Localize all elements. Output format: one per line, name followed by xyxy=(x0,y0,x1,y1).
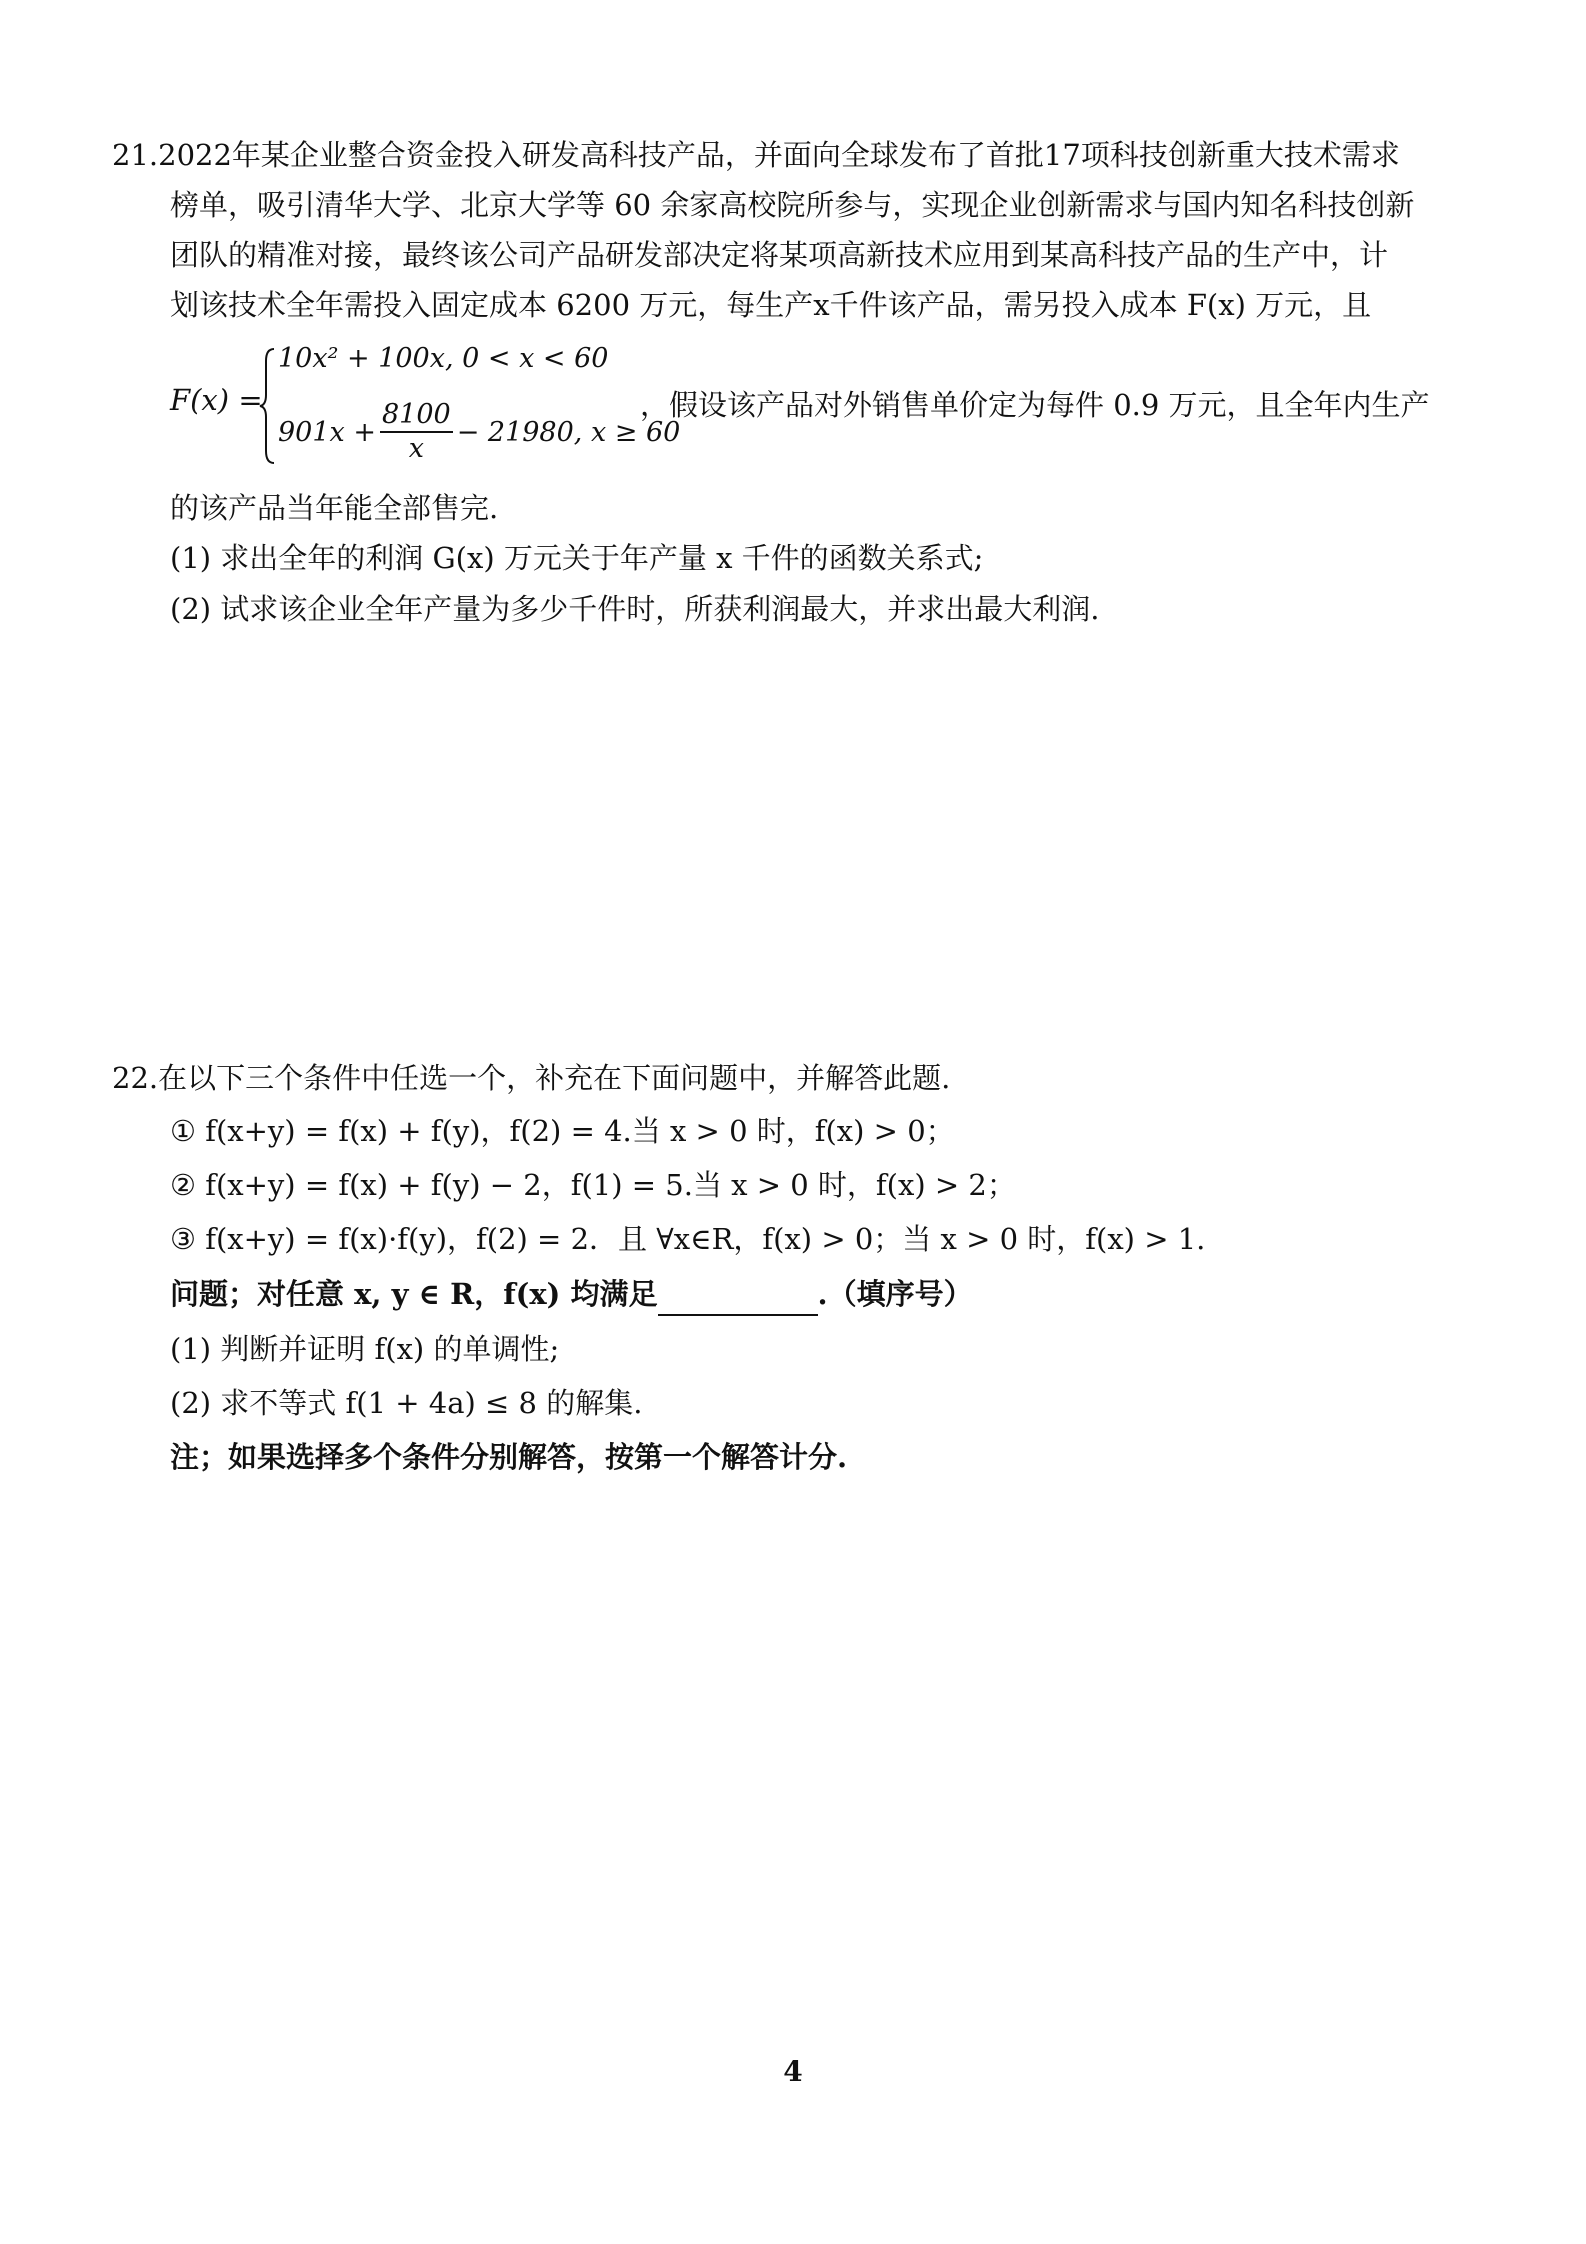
case2-before: 901x + xyxy=(278,416,376,448)
q21-line1 xyxy=(112,133,1412,177)
q22-number: 22. xyxy=(112,1061,159,1095)
q21-line3: 团队的精准对接，最终该公司产品研发部决定将某项高新技术应用到某高科技产品的生产中，计 xyxy=(170,238,1389,272)
q22-question-suffix: .（填序号） xyxy=(817,1277,973,1311)
q22-condition-1: ① f(x+y) = f(x) + f(y)，f(2) = 4.当 x > 0 时，f(x) > 0； xyxy=(170,1114,955,1148)
q22-sub1: (1) 判断并证明 f(x) 的单调性; xyxy=(170,1332,560,1366)
fraction-numerator: 8100 xyxy=(380,399,453,433)
left-brace-icon xyxy=(258,347,276,465)
case2-after: − 21980, x ≥ 60 xyxy=(456,416,681,448)
q22-intro-line xyxy=(112,1056,1412,1100)
q21-sub1: (1) 求出全年的利润 G(x) 万元关于年产量 x 千件的函数关系式; xyxy=(170,541,984,575)
q22-intro: 在以下三个条件中任选一个，补充在下面问题中，并解答此题. xyxy=(158,1061,951,1095)
piecewise-case1: 10x² + 100x, 0 < x < 60 xyxy=(278,343,609,374)
q21-line5: 的该产品当年能全部售完. xyxy=(170,491,499,525)
q21-line4: 划该技术全年需投入固定成本 6200 万元，每生产x千件该产品，需另投入成本 F(x) 万元，且 xyxy=(170,288,1372,322)
q21-number: 21. xyxy=(112,138,159,172)
fraction-denominator: x xyxy=(408,433,424,464)
q21-line1-text: 2022年某企业整合资金投入研发高科技产品，并面向全球发布了首批17项科技创新重大技术需求 xyxy=(158,138,1400,172)
q22-sub2: (2) 求不等式 f(1 + 4a) ≤ 8 的解集. xyxy=(170,1386,643,1420)
q22-question xyxy=(170,1272,1470,1316)
q21-line2: 榜单，吸引清华大学、北京大学等 60 余家高校院所参与，实现企业创新需求与国内知名科技创新 xyxy=(170,188,1415,222)
q21-sub2: (2) 试求该企业全年产量为多少千件时，所获利润最大，并求出最大利润. xyxy=(170,592,1100,626)
piecewise-case2 xyxy=(278,399,680,465)
piecewise-function xyxy=(170,343,1470,473)
q22-question-text: 问题；对任意 x, y ∈ R，f(x) 均满足 xyxy=(170,1277,658,1311)
page-number: 4 xyxy=(783,2055,803,2088)
piecewise-trailing-text: ，假设该产品对外销售单价定为每件 0.9 万元，且全年内生产 xyxy=(640,388,1430,422)
q22-condition-3: ③ f(x+y) = f(x)·f(y)，f(2) = 2．且 ∀x∈R，f(x) > 0；当 x > 0 时，f(x) > 1. xyxy=(170,1222,1206,1256)
q22-condition-2: ② f(x+y) = f(x) + f(y) − 2，f(1) = 5.当 x > 0 时，f(x) > 2； xyxy=(170,1168,1016,1202)
case2-fraction xyxy=(380,399,453,465)
q22-note: 注；如果选择多个条件分别解答，按第一个解答计分. xyxy=(170,1440,848,1474)
answer-blank xyxy=(658,1286,818,1316)
piecewise-label: F(x) = xyxy=(170,383,263,417)
